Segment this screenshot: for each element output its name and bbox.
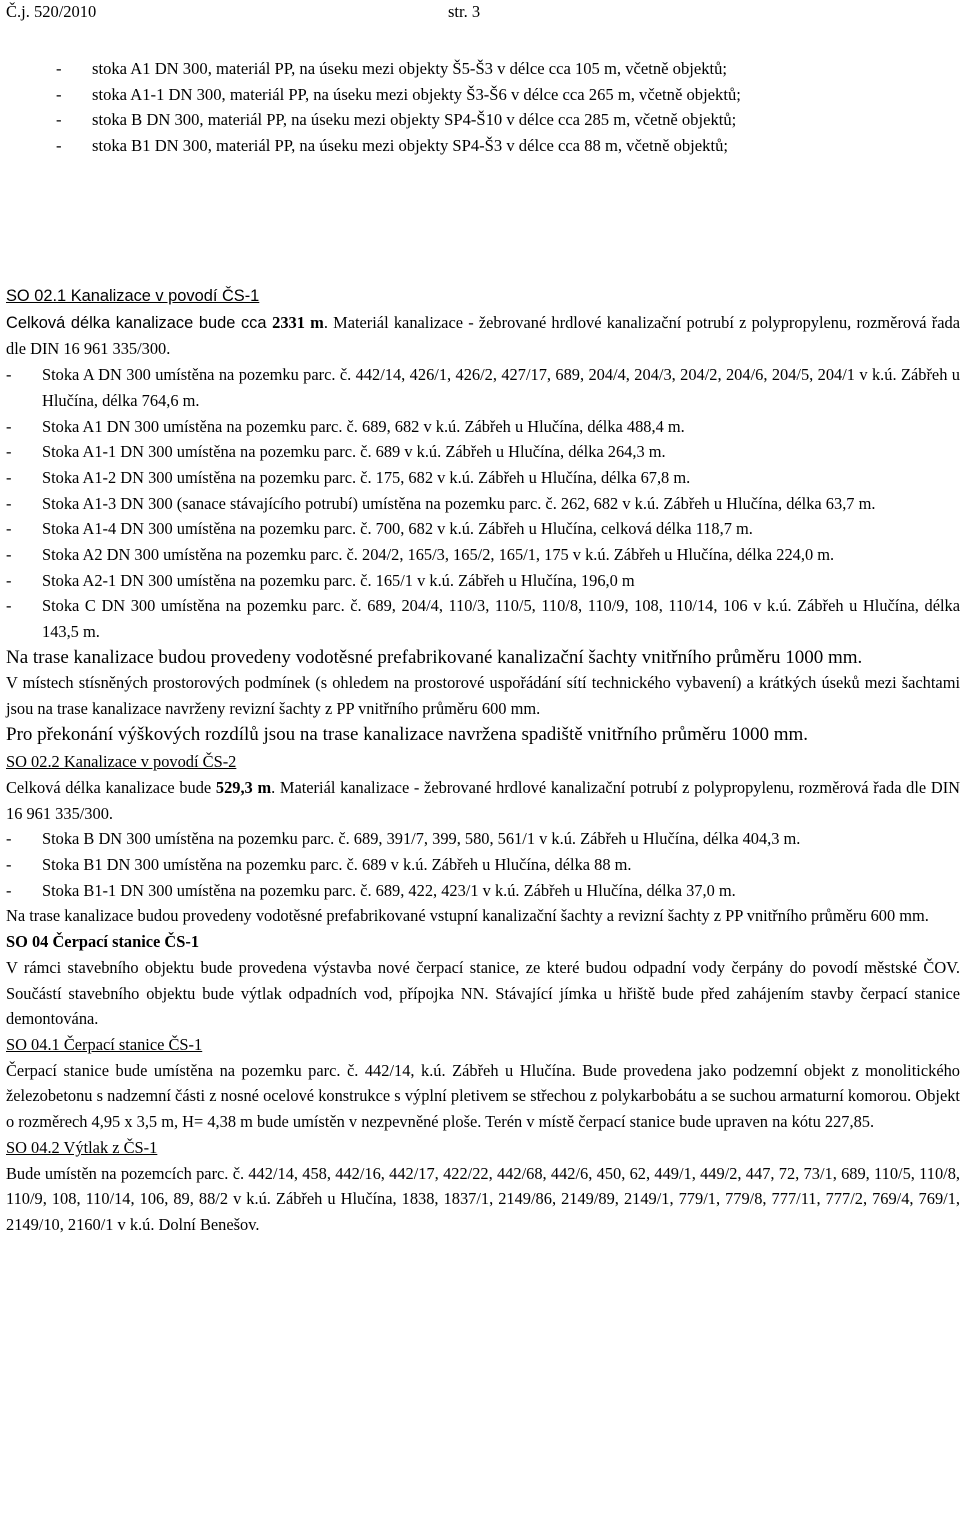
list-item: - Stoka A1-3 DN 300 (sanace stávajícího potrubí) umístěna na pozemku parc. č. 262, 682 v k.ú. Zábřeh u Hlučína, délka 63,7 m. — [6, 493, 876, 513]
list-item: - stoka A1-1 DN 300, materiál PP, na úseku mezi objekty Š3-Š6 v délce cca 265 m, včetně objektů; — [56, 84, 741, 104]
page-header — [6, 2, 946, 24]
so022-sewer-list — [6, 826, 960, 903]
list-item: - Stoka B1 DN 300 umístěna na pozemku parc. č. 689 v k.ú. Zábřeh u Hlučína, délka 88 m. — [6, 855, 632, 875]
so021-sewer-list — [6, 362, 960, 645]
section-heading-so041: SO 04.1 Čerpací stanice ČS-1 — [6, 1034, 203, 1054]
list-item: - Stoka A DN 300 umístěna na pozemku parc. č. 442/14, 426/1, 426/2, 427/17, 689, 204/4, 204/3, 204/2, 204/6, 204/5, 204/1 v k.ú. Zábřeh u Hlučína, délka 764,6 m. — [6, 365, 960, 410]
list-item: - Stoka B DN 300 umístěna na pozemku parc. č. 689, 391/7, 399, 580, 561/1 v k.ú. Zábřeh u Hlučína, délka 404,3 m. — [6, 829, 801, 849]
document-body — [6, 284, 960, 1238]
so022-length-paragraph: Celková délka kanalizace bude 529,3 m. Materiál kanalizace - žebrované hrdlové kanalizační potrubí z polypropylenu, rozměrová řada dle DIN 16 961 335/300. — [6, 777, 960, 823]
list-item: - Stoka B1-1 DN 300 umístěna na pozemku parc. č. 689, 422, 423/1 v k.ú. Zábřeh u Hlučína, délka 37,0 m. — [6, 880, 736, 900]
section-heading-so042: SO 04.2 Výtlak z ČS-1 — [6, 1137, 158, 1157]
so021-length-paragraph: Celková délka kanalizace bude cca 2331 m. Materiál kanalizace - žebrované hrdlové kanalizační potrubí z polypropylenu, rozměrová řada dle DIN 16 961 335/300. — [6, 312, 960, 359]
list-item: - stoka A1 DN 300, materiál PP, na úseku mezi objekty Š5-Š3 v délce cca 105 m, včetně objektů; — [56, 59, 728, 78]
list-item: - Stoka A1-4 DN 300 umístěna na pozemku parc. č. 700, 682 v k.ú. Zábřeh u Hlučína, celková délka 118,7 m. — [6, 519, 753, 539]
section-heading-so04: SO 04 Čerpací stanice ČS-1 — [6, 932, 200, 952]
reference-number: Č.j. 520/2010 — [6, 2, 97, 21]
list-item: - stoka B DN 300, materiál PP, na úseku mezi objekty SP4-Š10 v délce cca 285 m, včetně objektů; — [56, 110, 737, 130]
list-item: - Stoka A1 DN 300 umístěna na pozemku parc. č. 689, 682 v k.ú. Zábřeh u Hlučína, délka 488,4 m. — [6, 416, 685, 436]
so021-shafts-paragraph: Na trase kanalizace budou provedeny vodotěsné prefabrikované kanalizační šachty vnitřního průměru 1000 mm. — [6, 646, 863, 668]
section-heading-so021: SO 02.1 Kanalizace v povodí ČS-1 — [6, 287, 260, 305]
list-item: - Stoka C DN 300 umístěna na pozemku parc. č. 689, 204/4, 110/3, 110/5, 110/8, 110/9, 108, 110/14, 106 v k.ú. Zábřeh u Hlučína, délka 143,5 m. — [6, 596, 960, 642]
list-item: - Stoka A2-1 DN 300 umístěna na pozemku parc. č. 165/1 v k.ú. Zábřeh u Hlučína, 196,0 m — [6, 570, 635, 590]
list-item: - Stoka A2 DN 300 umístěna na pozemku parc. č. 204/2, 165/3, 165/2, 165/1, 175 v k.ú. Zábřeh u Hlučína, délka 224,0 m. — [6, 545, 835, 565]
list-item: - stoka B1 DN 300, materiál PP, na úseku mezi objekty SP4-Š3 v délce cca 88 m, včetně objektů; — [56, 135, 728, 155]
top-sewer-list — [56, 56, 959, 158]
section-heading-so022: SO 02.2 Kanalizace v povodí ČS-2 — [6, 752, 237, 772]
so041-paragraph: Čerpací stanice bude umístěna na pozemku parc. č. 442/14, k.ú. Zábřeh u Hlučína. Bude provedena jako podzemní objekt z monolitického železobetonu s nadzemní části z nosné ocelové konstrukce s výplní pletivem se střechou z polykarbobátu a se suchou armaturní komorou. Objekt o rozměrech 4,95 x 3,5 m, H= 4,38 m bude umístěn v nezpevněné ploše. Terén v místě čerpací stanice bude upraven na kótu 227,85. — [6, 1060, 960, 1132]
so021-narrow-paragraph: V místech stísněných prostorových podmínek (s ohledem na prostorové uspořádání sítí technického vybavení) a krátkých úseků mezi šachtami jsou na trase kanalizace navrženy revizní šachty z PP vnitřního průměru 600 mm. — [6, 673, 960, 719]
page-number: str. 3 — [448, 2, 481, 21]
so04-paragraph: V rámci stavebního objektu bude provedena výstavba nové čerpací stanice, ze které budou odpadní vody čerpány do povodí městské ČOV. Součástí stavebního objektu bude výtlak odpadních vod, přípojka NN. Stávající jímka u hřiště bude před zahájením stavby čerpací stanice demontována. — [6, 957, 960, 1029]
so021-drops-paragraph: Pro překonání výškových rozdílů jsou na trase kanalizace navržena spadiště vnitřního průměru 1000 mm. — [6, 723, 808, 745]
list-item: - Stoka A1-1 DN 300 umístěna na pozemku parc. č. 689 v k.ú. Zábřeh u Hlučína, délka 264,3 m. — [6, 442, 666, 462]
so022-shafts-paragraph: Na trase kanalizace budou provedeny vodotěsné prefabrikované vstupní kanalizační šachty a revizní šachty z PP vnitřního průměru 600 mm. — [6, 906, 929, 926]
so042-paragraph: Bude umístěn na pozemcích parc. č. 442/14, 458, 442/16, 442/17, 422/22, 442/68, 442/6, 450, 62, 449/1, 449/2, 447, 72, 73/1, 689, 110/5, 110/8, 110/9, 108, 110/14, 106, 89, 88/2 v k.ú. Zábřeh u Hlučína, 1838, 1837/1, 2149/86, 2149/89, 2149/1, 779/1, 779/8, 777/11, 777/2, 769/4, 769/1, 2149/10, 2160/1 v k.ú. Dolní Benešov. — [6, 1163, 960, 1234]
list-item: - Stoka A1-2 DN 300 umístěna na pozemku parc. č. 175, 682 v k.ú. Zábřeh u Hlučína, délka 67,8 m. — [6, 467, 691, 487]
